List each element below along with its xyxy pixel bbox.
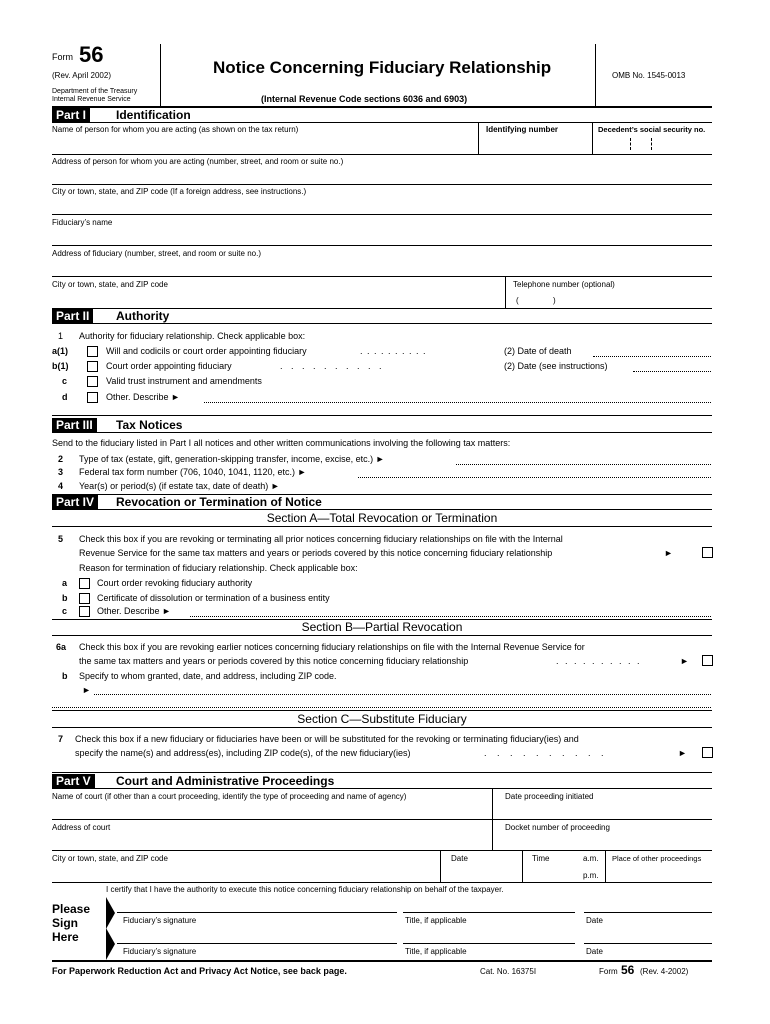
title-input-2[interactable] bbox=[403, 927, 575, 943]
signature-line bbox=[117, 912, 397, 913]
rule bbox=[52, 819, 712, 820]
city-fiduciary-input[interactable] bbox=[52, 290, 504, 308]
department-line2: Internal Revenue Service bbox=[52, 96, 131, 103]
city-person-input[interactable] bbox=[52, 197, 712, 214]
line6b-arrow: ► bbox=[82, 685, 91, 695]
name-person-label: Name of person for whom you are acting (as shown on the tax return) bbox=[52, 125, 299, 134]
rule bbox=[52, 727, 712, 728]
address-court-label: Address of court bbox=[52, 823, 111, 832]
date-label-2: Date bbox=[586, 947, 603, 956]
title-input-1[interactable] bbox=[403, 896, 575, 912]
am-label: a.m. bbox=[583, 854, 599, 863]
date-instructions-input[interactable] bbox=[633, 371, 711, 372]
part2-label: Part II bbox=[52, 309, 93, 323]
line7-number: 7 bbox=[58, 734, 64, 744]
decedent-ssn-label: Decedent’s social security no. bbox=[598, 125, 706, 134]
line5b-number: b bbox=[62, 593, 68, 603]
court-order-checkbox[interactable] bbox=[87, 361, 98, 372]
place-proceedings-label: Place of other proceedings bbox=[612, 854, 702, 863]
pm-label: p.m. bbox=[583, 871, 599, 880]
part2-rule bbox=[52, 323, 712, 324]
line6a-text-2: the same tax matters and years or periods covered by this notice concerning fiduciary relationship bbox=[79, 656, 469, 666]
divider bbox=[440, 850, 441, 882]
identifying-number-label: Identifying number bbox=[486, 125, 558, 134]
form-subtitle: (Internal Revenue Code sections 6036 and 6903) bbox=[261, 94, 468, 104]
city-fiduciary-label: City or town, state, and ZIP code bbox=[52, 280, 168, 289]
date-label-1: Date bbox=[586, 916, 603, 925]
court-revoking-label: Court order revoking fiduciary authority bbox=[97, 578, 253, 588]
part2-title: Authority bbox=[116, 309, 170, 323]
dissolution-checkbox[interactable] bbox=[79, 593, 90, 604]
leader-dots: . . . . . . . . . . bbox=[556, 656, 642, 666]
date-initiated-label: Date proceeding initiated bbox=[505, 792, 594, 801]
date-initiated-input[interactable] bbox=[493, 802, 712, 819]
signature-label-1: Fiduciary’s signature bbox=[123, 916, 197, 925]
leader-dots: . . . . . . . . . . bbox=[360, 346, 427, 356]
here-word: Here bbox=[52, 930, 79, 944]
years-periods-label: Year(s) or period(s) (if estate tax, date of death) ► bbox=[79, 481, 280, 491]
address-fiduciary-label: Address of fiduciary (number, street, and room or suite no.) bbox=[52, 249, 261, 258]
date-of-death-label: (2) Date of death bbox=[504, 346, 572, 356]
specify-granted-input[interactable] bbox=[94, 694, 711, 695]
partial-revocation-checkbox[interactable] bbox=[702, 655, 713, 666]
city-person-label: City or town, state, and ZIP code (If a foreign address, see instructions.) bbox=[52, 187, 307, 196]
court-city-label: City or town, state, and ZIP code bbox=[52, 854, 168, 863]
part5-title: Court and Administrative Proceedings bbox=[116, 774, 335, 788]
line7-text-2: specify the name(s) and address(es), including ZIP code(s), of the new fiduciary(ies) bbox=[75, 748, 411, 758]
footer-form-word: Form bbox=[599, 967, 618, 976]
trust-instrument-checkbox[interactable] bbox=[87, 376, 98, 387]
address-person-label: Address of person for whom you are acting (number, street, and room or suite no.) bbox=[52, 157, 344, 166]
rule bbox=[52, 214, 712, 215]
part5-rule bbox=[52, 788, 712, 789]
will-codicils-label: Will and codicils or court order appointing fiduciary bbox=[106, 346, 307, 356]
will-codicils-checkbox[interactable] bbox=[87, 346, 98, 357]
divider bbox=[522, 850, 523, 882]
signature-line bbox=[117, 943, 397, 944]
leader-dots: . . . . . . . . . . bbox=[280, 361, 385, 371]
part5-label: Part V bbox=[52, 774, 95, 788]
rule bbox=[52, 415, 712, 416]
line5-text-2: Revenue Service for the same tax matters and years or periods covered by this notice concerning fiduciary relationship bbox=[79, 548, 553, 558]
specify-granted-input-2[interactable] bbox=[52, 707, 711, 708]
department-line1: Department of the Treasury bbox=[52, 88, 138, 95]
line-a1-number: a(1) bbox=[52, 346, 69, 356]
rule bbox=[52, 772, 712, 773]
address-fiduciary-input[interactable] bbox=[52, 259, 712, 276]
revision-date: (Rev. April 2002) bbox=[52, 71, 111, 80]
section-c-heading: Section C—Substitute Fiduciary bbox=[297, 712, 467, 726]
fiduciary-signature-input-2[interactable] bbox=[117, 927, 397, 943]
total-revocation-checkbox[interactable] bbox=[702, 547, 713, 558]
form-word: Form bbox=[52, 52, 73, 62]
tax-notices-intro: Send to the fiduciary listed in Part I all notices and other written communications involving the following tax matters: bbox=[52, 438, 511, 448]
part1-label: Part I bbox=[52, 108, 90, 122]
signature-label-2: Fiduciary’s signature bbox=[123, 947, 197, 956]
part3-label: Part III bbox=[52, 418, 97, 432]
line5-text-1: Check this box if you are revoking or terminating all prior notices concerning fiduciary relationships on file with the Internal bbox=[79, 534, 563, 544]
date-line bbox=[584, 912, 712, 913]
proceeding-date-label: Date bbox=[451, 854, 468, 863]
proceeding-time-label: Time bbox=[532, 854, 550, 863]
date-instructions-label: (2) Date (see instructions) bbox=[504, 361, 608, 371]
rule bbox=[52, 635, 712, 636]
form-title: Notice Concerning Fiduciary Relationship bbox=[213, 58, 552, 77]
court-city-input[interactable] bbox=[52, 864, 439, 881]
line-d-number: d bbox=[62, 392, 68, 402]
please-word: Please bbox=[52, 902, 91, 916]
line4-number: 4 bbox=[58, 481, 64, 491]
line5-number: 5 bbox=[58, 534, 64, 544]
rule bbox=[52, 276, 712, 277]
part3-title: Tax Notices bbox=[116, 418, 183, 432]
part1-title: Identification bbox=[116, 108, 191, 122]
address-court-input[interactable] bbox=[52, 833, 491, 850]
leader-dots: . . . . . . . . . . bbox=[484, 748, 608, 758]
other-authority-checkbox[interactable] bbox=[87, 392, 98, 403]
decedent-ssn-input[interactable] bbox=[593, 136, 712, 154]
line5c-number: c bbox=[62, 606, 68, 616]
sign-date-input-2[interactable] bbox=[584, 927, 712, 943]
other-describe-label: Other. Describe ► bbox=[106, 392, 180, 402]
sign-word: Sign bbox=[52, 916, 78, 930]
rule bbox=[52, 184, 712, 185]
certify-statement: I certify that I have the authority to execute this notice concerning fiduciary relationship on behalf of the taxpayer. bbox=[106, 885, 504, 894]
fiduciary-name-label: Fiduciary’s name bbox=[52, 218, 113, 227]
federal-form-input[interactable] bbox=[358, 477, 711, 478]
catalog-number: Cat. No. 16375I bbox=[480, 967, 537, 976]
line2-number: 2 bbox=[58, 454, 64, 464]
footer-revision: (Rev. 4-2002) bbox=[640, 967, 689, 976]
rule bbox=[52, 245, 712, 246]
line5-reason: Reason for termination of fiduciary relationship. Check applicable box: bbox=[79, 563, 358, 573]
footer-rule bbox=[52, 960, 712, 962]
title-label-1: Title, if applicable bbox=[405, 916, 467, 925]
line6a-number: 6a bbox=[56, 642, 67, 652]
title-line bbox=[403, 943, 575, 944]
department-label bbox=[52, 88, 137, 104]
rule bbox=[52, 526, 712, 527]
section-a-heading: Section A—Total Revocation or Termination bbox=[266, 511, 498, 525]
substitute-fiduciary-checkbox[interactable] bbox=[702, 747, 713, 758]
line6b-number: b bbox=[62, 671, 68, 681]
part3-rule bbox=[52, 432, 712, 433]
line1-text: Authority for fiduciary relationship. Check applicable box: bbox=[79, 331, 306, 341]
other-reason-checkbox[interactable] bbox=[79, 606, 90, 617]
header-divider-right bbox=[595, 44, 596, 106]
part1-rule bbox=[52, 122, 712, 123]
line1-number: 1 bbox=[58, 331, 64, 341]
line5-arrow: ► bbox=[664, 548, 673, 558]
dissolution-label: Certificate of dissolution or termination of a business entity bbox=[97, 593, 330, 603]
name-court-input[interactable] bbox=[52, 802, 491, 819]
sign-arrow-icon bbox=[106, 928, 115, 960]
court-revoking-checkbox[interactable] bbox=[79, 578, 90, 589]
header-divider-left bbox=[160, 44, 161, 106]
line6b-text: Specify to whom granted, date, and address, including ZIP code. bbox=[79, 671, 337, 681]
line7-text-1: Check this box if a new fiduciary or fiduciaries have been or will be substituted for the revoking or terminating fiduciary(ies) and bbox=[75, 734, 579, 744]
date-line bbox=[584, 943, 712, 944]
docket-input[interactable] bbox=[493, 833, 712, 850]
part4-rule bbox=[52, 509, 712, 510]
fiduciary-name-input[interactable] bbox=[52, 228, 712, 245]
line3-number: 3 bbox=[58, 467, 64, 477]
rule bbox=[52, 154, 712, 155]
other-reason-label: Other. Describe ► bbox=[97, 606, 171, 616]
title-line bbox=[403, 912, 575, 913]
part4-title: Revocation or Termination of Notice bbox=[116, 495, 322, 509]
line-c-number: c bbox=[62, 376, 68, 386]
date-of-death-input[interactable] bbox=[593, 356, 711, 357]
name-person-input[interactable] bbox=[52, 136, 477, 154]
rule bbox=[52, 882, 712, 883]
name-court-label: Name of court (if other than a court proceeding, identify the type of proceeding and name of agency) bbox=[52, 792, 407, 801]
form-number: 56 bbox=[79, 42, 104, 67]
paperwork-notice: For Paperwork Reduction Act and Privacy Act Notice, see back page. bbox=[52, 966, 347, 976]
line7-arrow: ► bbox=[678, 748, 687, 758]
telephone-input[interactable] bbox=[506, 292, 712, 308]
telephone-label: Telephone number (optional) bbox=[513, 280, 615, 289]
line6a-text-1: Check this box if you are revoking earlier notices concerning fiduciary relationships on file with the Internal Revenue Service for bbox=[79, 642, 585, 652]
docket-label: Docket number of proceeding bbox=[505, 823, 610, 832]
rule bbox=[52, 710, 712, 711]
trust-instrument-label: Valid trust instrument and amendments bbox=[106, 376, 262, 386]
type-of-tax-input[interactable] bbox=[456, 464, 711, 465]
line-b1-number: b(1) bbox=[52, 361, 69, 371]
other-describe-input[interactable] bbox=[204, 402, 711, 403]
section-b-heading: Section B—Partial Revocation bbox=[301, 620, 463, 634]
sign-date-input-1[interactable] bbox=[584, 896, 712, 912]
phone-paren-close: ) bbox=[553, 296, 556, 305]
divider bbox=[605, 850, 606, 882]
other-reason-input[interactable] bbox=[190, 616, 711, 617]
footer-form-number: 56 bbox=[621, 963, 635, 977]
address-person-input[interactable] bbox=[52, 167, 712, 184]
part4-label: Part IV bbox=[52, 495, 98, 509]
sign-arrow-icon bbox=[106, 897, 115, 929]
line5a-number: a bbox=[62, 578, 68, 588]
federal-form-label: Federal tax form number (706, 1040, 1041, 1120, etc.) ► bbox=[79, 467, 307, 477]
identifying-number-input[interactable] bbox=[478, 136, 592, 154]
omb-number: OMB No. 1545-0013 bbox=[612, 71, 686, 80]
court-order-label: Court order appointing fiduciary bbox=[106, 361, 232, 371]
fiduciary-signature-input-1[interactable] bbox=[117, 896, 397, 912]
rule bbox=[52, 850, 712, 851]
type-of-tax-label: Type of tax (estate, gift, generation-skipping transfer, income, excise, etc.) ► bbox=[79, 454, 385, 464]
please-sign-here bbox=[52, 902, 90, 944]
line6a-arrow: ► bbox=[680, 656, 689, 666]
title-label-2: Title, if applicable bbox=[405, 947, 467, 956]
phone-paren-open: ( bbox=[516, 296, 519, 305]
